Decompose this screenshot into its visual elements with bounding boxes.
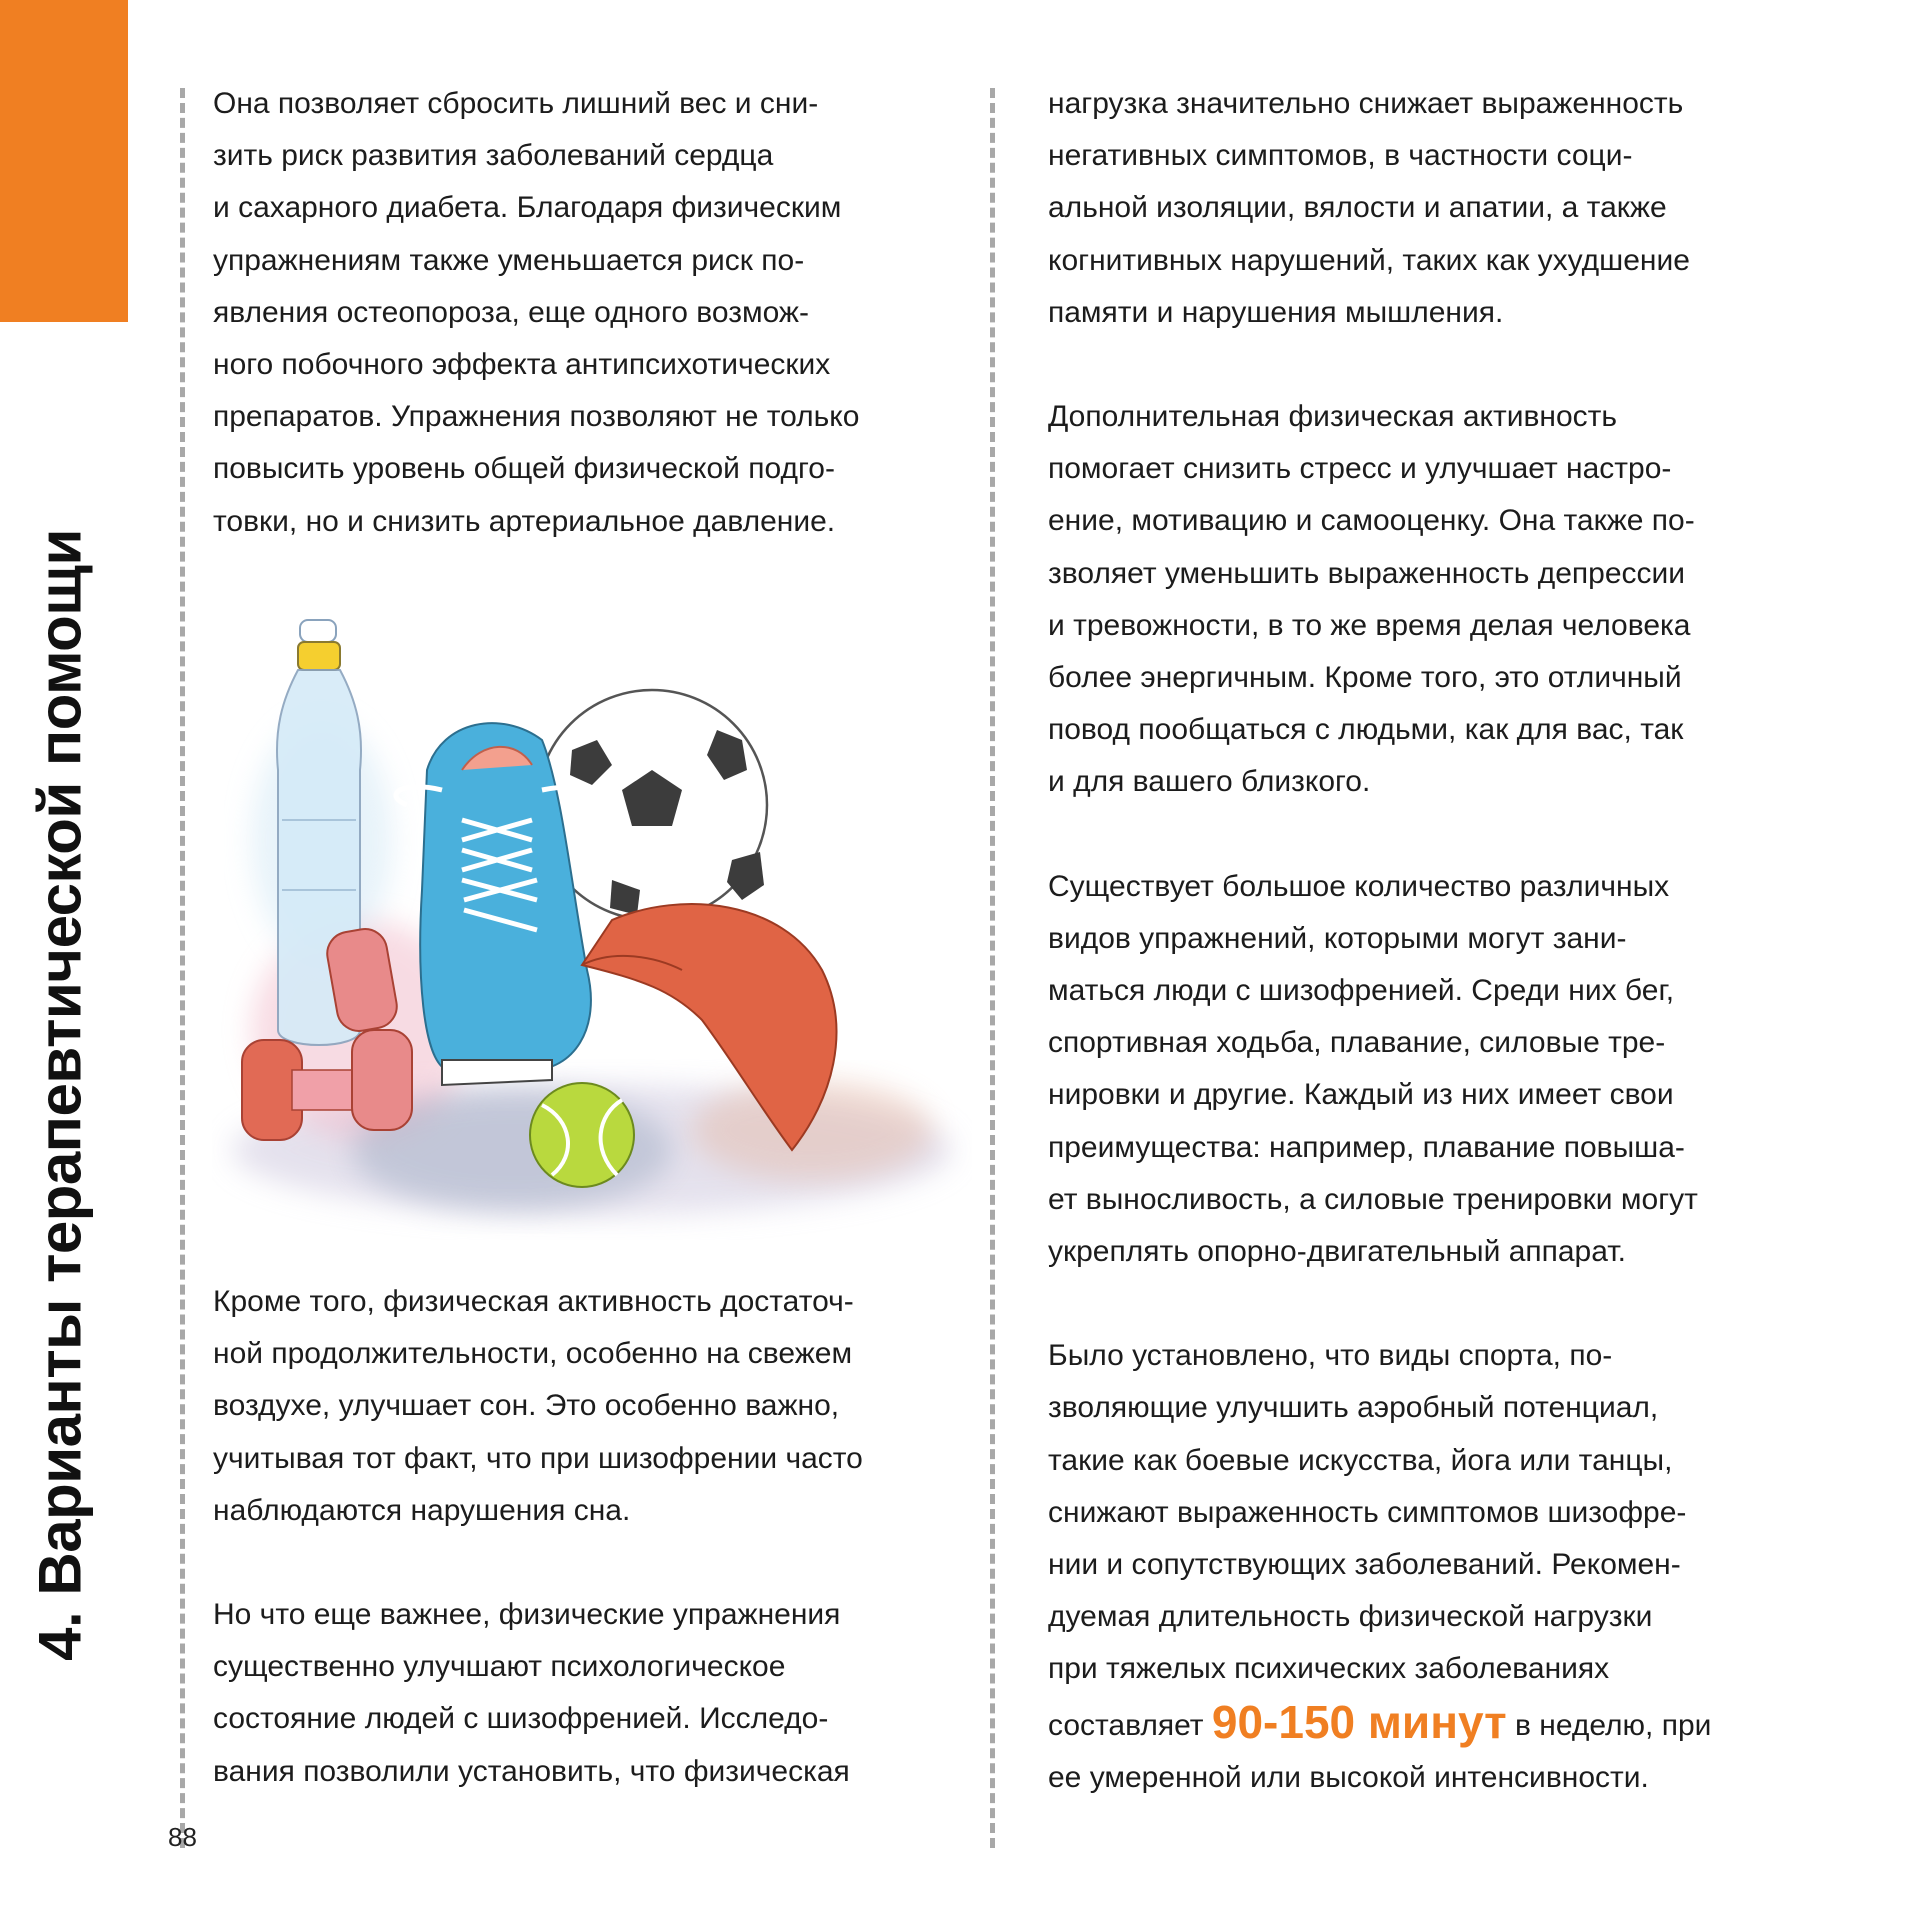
text-line: когнитивных нарушений, таких как ухудшение — [1048, 243, 1690, 277]
right-divider — [990, 88, 995, 1848]
text-line: нии и сопутствующих заболеваний. Рекомен- — [1048, 1548, 1681, 1582]
text-line: ет выносливость, а силовые тренировки могут — [1048, 1182, 1698, 1216]
text-line: ной продолжительности, особенно на свежем — [213, 1337, 853, 1371]
text-line: ение, мотивацию и самооценку. Она также по- — [1048, 504, 1695, 538]
text-line: видов упражнений, которыми могут зани- — [1048, 921, 1627, 955]
right-column — [1048, 78, 1711, 1856]
text-line: более энергичным. Кроме того, это отличный — [1048, 661, 1682, 695]
paragraph — [1048, 391, 1711, 809]
chapter-title: 4. Варианты терапевтической помощи — [26, 529, 94, 1661]
text-line: и для вашего близкого. — [1048, 765, 1371, 799]
tennis-ball — [530, 1083, 634, 1187]
paragraph — [1048, 1330, 1711, 1804]
text-line: спортивная ходьба, плавание, силовые тре- — [1048, 1026, 1666, 1060]
text-line: негативных симптомов, в частности соци- — [1048, 139, 1633, 173]
text-line: Она позволяет сбросить лишний вес и сни- — [213, 87, 819, 120]
text-line: воздухе, улучшает сон. Это особенно важно, — [213, 1389, 840, 1423]
paragraph — [213, 1589, 863, 1798]
text-line: дуемая длительность физической нагрузки — [1048, 1600, 1653, 1634]
text-line: товки, но и снизить артериальное давление. — [213, 504, 836, 538]
text-line: ного побочного эффекта антипсихотических — [213, 348, 831, 382]
text-line: такие как боевые искусства, йога или танцы, — [1048, 1443, 1673, 1477]
text-line: учитывая тот факт, что при шизофрении часто — [213, 1441, 863, 1475]
text-line: вания позволили установить, что физическая — [213, 1754, 850, 1788]
paragraph — [1048, 861, 1711, 1279]
text-line-with-highlight — [1048, 1696, 1711, 1752]
text-line: памяти и нарушения мышления. — [1048, 295, 1504, 329]
text-line: альной изоляции, вялости и апатии, а также — [1048, 191, 1667, 225]
text-line: повод пообщаться с людьми, как для вас, так — [1048, 713, 1684, 747]
paragraph — [213, 78, 859, 548]
text-line: снижают выраженность симптомов шизофре- — [1048, 1495, 1687, 1529]
text-line: зить риск развития заболеваний сердца — [213, 139, 774, 173]
text-line: и сахарного диабета. Благодаря физическим — [213, 191, 842, 225]
text-line: укреплять опорно-двигательный аппарат. — [1048, 1235, 1627, 1269]
text-line: при тяжелых психических заболеваниях — [1048, 1652, 1610, 1686]
left-column-top — [213, 78, 859, 600]
text-line: состояние людей с шизофренией. Исследо- — [213, 1702, 829, 1736]
text-line: ее умеренной или высокой интенсивности. — [1048, 1760, 1649, 1794]
text-line: Существует большое количество различных — [1048, 869, 1670, 903]
text-line: нагрузка значительно снижает выраженность — [1048, 87, 1684, 120]
text-line: существенно улучшают психологическое — [213, 1650, 786, 1684]
paragraph — [213, 1276, 863, 1537]
text-line: помогает снизить стресс и улучшает настро- — [1048, 452, 1672, 486]
text-line: Дополнительная физическая активность — [1048, 400, 1618, 434]
text-line: явления остеопороза, еще одного возмож- — [213, 295, 809, 329]
text-segment: в неделю, при — [1506, 1708, 1712, 1742]
text-line: упражнениям также уменьшается риск по- — [213, 243, 805, 277]
sports-equipment-illustration — [212, 590, 972, 1240]
text-line: зволяет уменьшить выраженность депрессии — [1048, 556, 1686, 590]
text-line: зволяющие улучшить аэробный потенциал, — [1048, 1391, 1659, 1425]
text-line: маться люди с шизофренией. Среди них бег, — [1048, 974, 1675, 1008]
text-line: преимущества: например, плавание повыша- — [1048, 1130, 1685, 1164]
text-line: повысить уровень общей физической подго- — [213, 452, 835, 486]
text-line: и тревожности, в то же время делая человека — [1048, 608, 1691, 642]
text-segment: составляет — [1048, 1708, 1212, 1742]
paragraph — [1048, 78, 1711, 339]
text-line: препаратов. Упражнения позволяют не только — [213, 400, 860, 434]
left-divider — [180, 88, 185, 1848]
left-column-bottom — [213, 1276, 863, 1850]
chapter-tab — [0, 0, 128, 322]
highlight-duration: 90-150 минут — [1211, 1695, 1507, 1748]
text-line: наблюдаются нарушения сна. — [213, 1493, 631, 1527]
text-line: Но что еще важнее, физические упражнения — [213, 1598, 841, 1632]
text-line: нировки и другие. Каждый из них имеет свои — [1048, 1078, 1674, 1112]
page-number: 88 — [168, 1822, 197, 1852]
text-line: Было установлено, что виды спорта, по- — [1048, 1339, 1613, 1373]
text-line: Кроме того, физическая активность достаточ- — [213, 1285, 854, 1318]
